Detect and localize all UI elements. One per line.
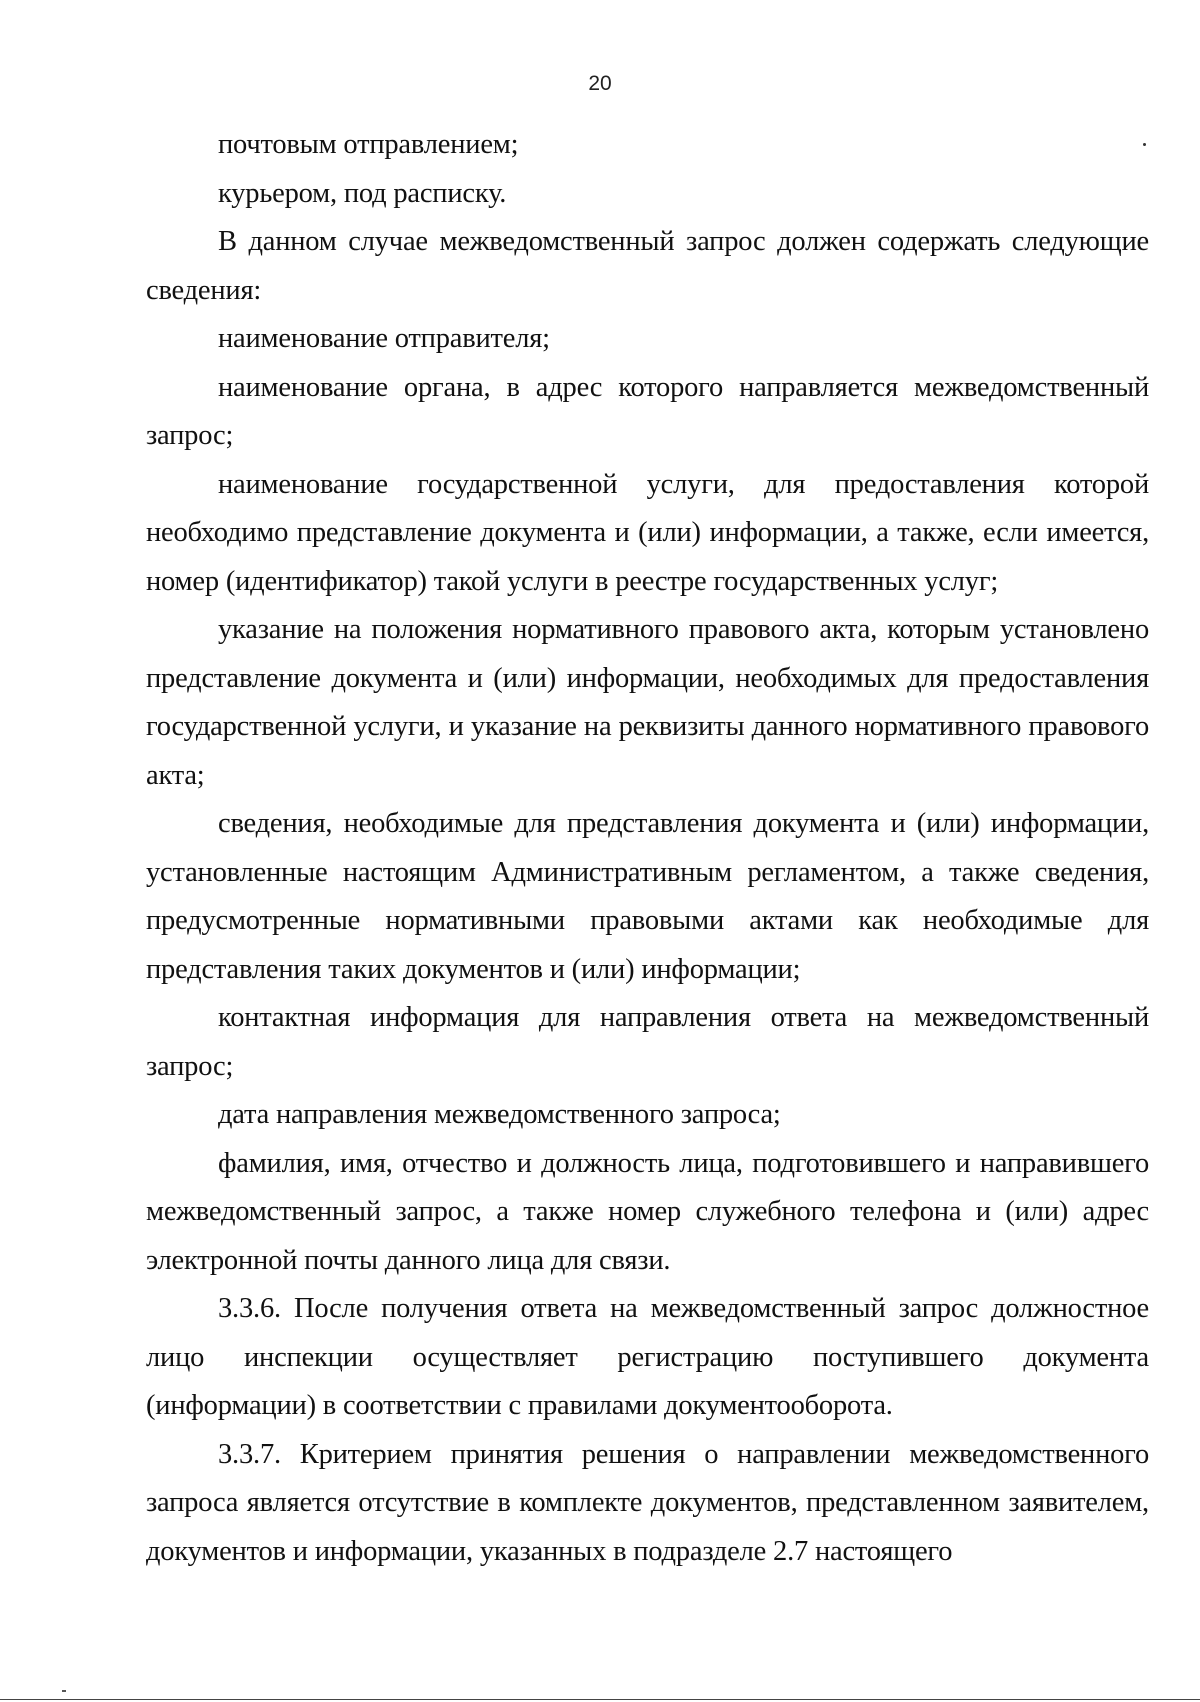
paragraph: наименование отправителя; [218,323,550,354]
paragraph: сведения, необходимые для представления документа и (или) информации, установленные настоящим Административным регламентом, а также сведения, предусмотренные нормативными правовыми актами как необходимые для представления таких документов и (или) информации; [146,808,1149,985]
paragraph: курьером, под расписку. [218,177,507,209]
paragraph: фамилия, имя, отчество и должность лица, подготовившего и направившего межведомственный запрос, а также номер служебного телефона и (или) адрес электронной почты данного лица для связи. [146,1147,1149,1276]
paragraph: дата направления межведомственного запроса; [218,1099,781,1130]
page-number: 20 [588,72,612,95]
paragraph: контактная информация для направления ответа на межведомственный запрос; [146,1002,1149,1082]
paragraph: указание на положения нормативного правового акта, которым установлено представление документа и (или) информации, необходимых для предоставления государственной услуги, и указание на реквизиты данного нормативного правового акта; [146,614,1149,791]
paragraph: 3.3.6. После получения ответа на межведомственный запрос должностное лицо инспекции осуществляет регистрацию поступившего документа (информации) в соответствии с правилами документооборота. [146,1293,1149,1421]
document-body [146,121,1149,1576]
paragraph: 3.3.7. Критерием принятия решения о направлении межведомственного запроса является отсутствие в комплекте документов, представленном заявителем, документов и информации, указанных в подразделе 2.7 настоящего [146,1438,1149,1567]
paragraph: наименование органа, в адрес которого направляется межведомственный запрос; [146,371,1149,451]
page-bottom-edge [0,1699,1200,1700]
scan-artifact [62,1690,66,1692]
paragraph: почтовым отправлением; [218,129,519,160]
paragraph: В данном случае межведомственный запрос должен содержать следующие сведения: [146,226,1149,306]
paragraph: наименование государственной услуги, для предоставления которой необходимо представление документа и (или) информации, а также, если имеется, номер (идентификатор) такой услуги в реестре государственных услуг; [146,468,1149,597]
